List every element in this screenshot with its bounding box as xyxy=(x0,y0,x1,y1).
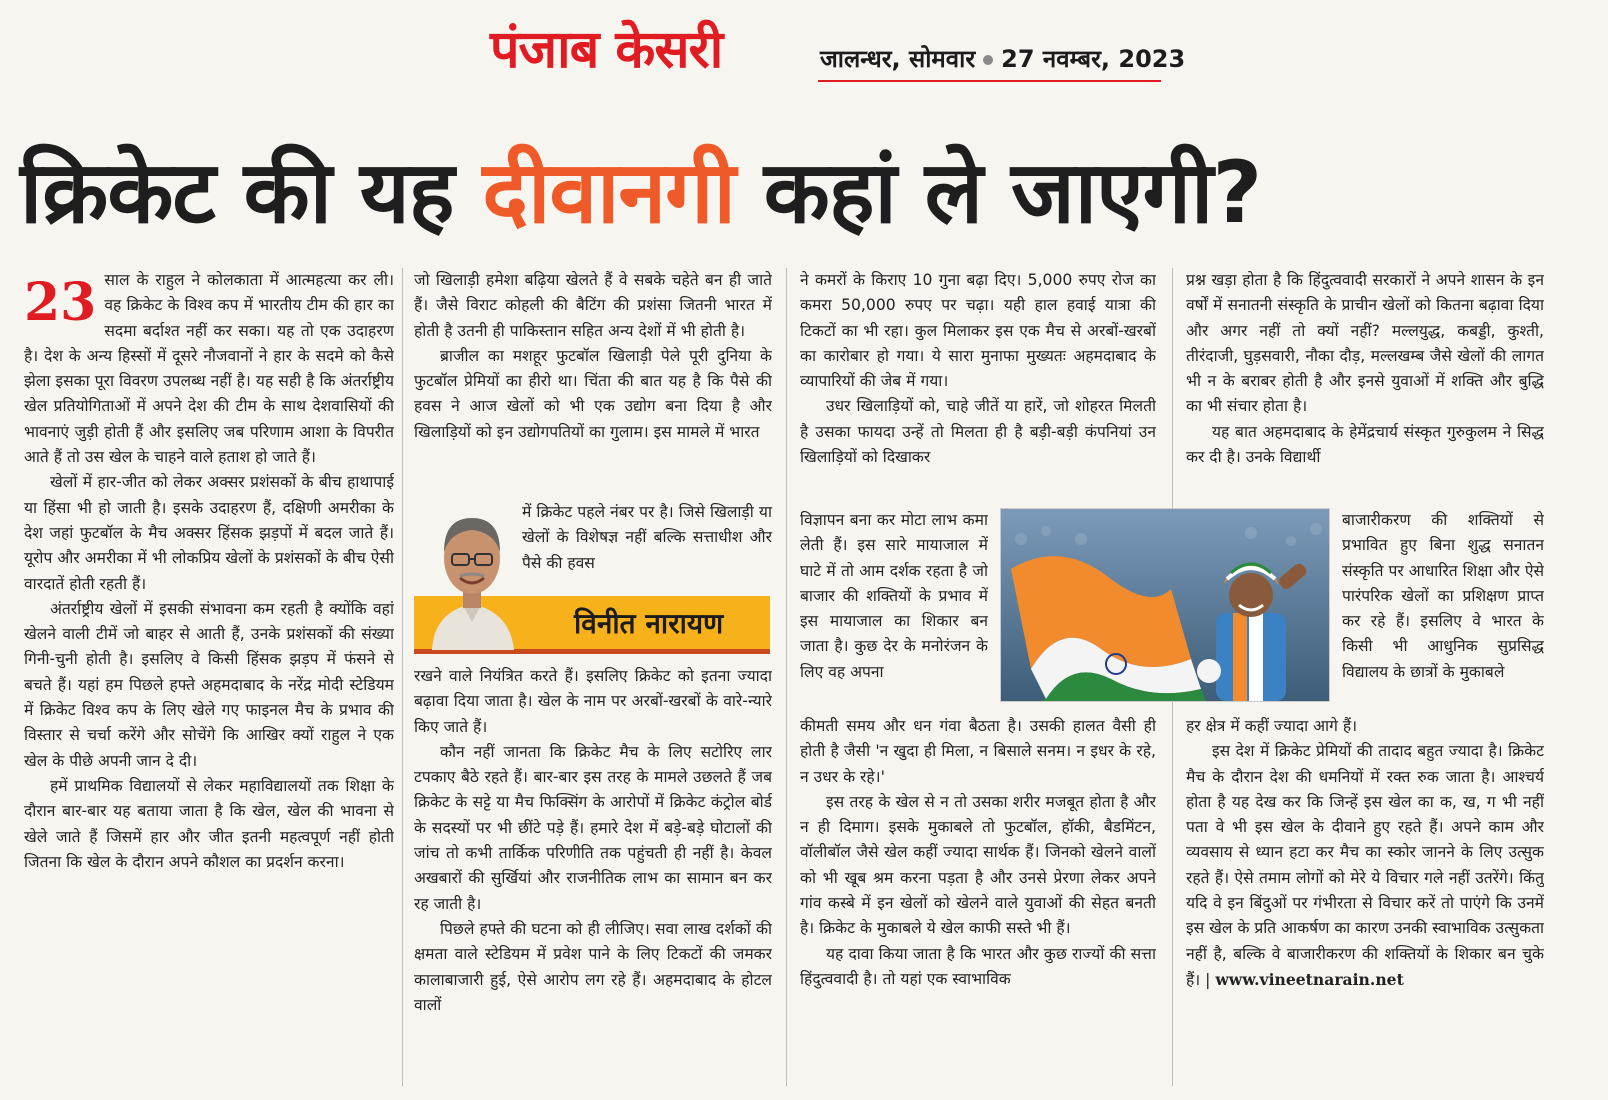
paragraph: यह दावा किया जाता है कि भारत और कुछ राज्यों की सत्ता हिंदुत्ववादी है। तो यहां एक स्वाभाविक xyxy=(800,944,1156,988)
headline-part2: कहां ले जाएगी? xyxy=(734,143,1262,243)
column-divider xyxy=(402,268,403,1086)
paragraph: इस तरह के खेल से न तो उसका शरीर मजबूत होता है और न ही दिमाग। इसके मुकाबले तो फुटबॉल, हॉकी, बैडमिंटन, वॉलीबॉल जैसे खेल कहीं ज्यादा सार्थक हैं। जिनको खेलने वालों को भी खूब श्रम करना पड़ता है और उनसे प्रेरणा लेकर अपने गांव कस्बे में इन खेलों को खेलने वाले युवाओं की सेहत बनती है। क्रिकेट के मुकाबले ये खेल काफी सस्ते भी हैं। xyxy=(800,792,1156,938)
author-box xyxy=(414,500,772,660)
author-name: विनीत नारायण xyxy=(574,607,724,640)
paragraph: अंतर्राष्ट्रीय खेलों में इसकी संभावना कम रहती है क्योंकि वहां खेलने वाली टीमें जो बाहर से आती हैं, उनके प्रशंसकों की संख्या गिनी-चुनी होती है। इसलिए वे किसी हिंसक झड़प में फंसने से बचते हैं। यहां हम पिछले हफ्ते अहमदाबाद के नरेंद्र मोदी स्टेडियम में क्रिकेट विश्व कप के लिए खेले गए फाइनल मैच के प्रभाव की विस्तार से चर्चा करेंगे और सोचेंगे कि आखिर क्यों राहुल ने एक खेल के पीछे अपनी जान दे दी। xyxy=(24,599,394,770)
headline-accent: दीवानगी xyxy=(482,143,735,243)
paragraph: में क्रिकेट पहले नंबर पर है। जिसे खिलाड़ी या खेलों के विशेषज्ञ नहीं बल्कि सत्ताधीश और पैसे की हवस xyxy=(522,503,772,572)
paragraph: हर क्षेत्र में कहीं ज्यादा आगे हैं। xyxy=(1186,717,1358,735)
paragraph: प्रश्न खड़ा होता है कि हिंदुत्ववादी सरकारों ने अपने शासन के इन वर्षों में सनातनी संस्कृति के प्राचीन खेलों को कितना बढ़ावा दिया और अगर नहीं तो क्यों नहीं? मल्लयुद्ध, कबड्डी, कुश्ती, तीरंदाजी, घुड़सवारी, नौका दौड़, मल्लखम्ब जैसे खेलों की लागत भी न के बराबर होती है और इनसे युवाओं में शक्ति और बुद्धि का भी संचार होता है। xyxy=(1186,271,1544,416)
paragraph: खेलों में हार-जीत को लेकर अक्सर प्रशंसकों के बीच हाथापाई या हिंसा भी हो जाती है। इसके उदाहरण हैं, दक्षिणी अमरीका के देश जहां फुटबॉल के मैच अक्सर हिंसक झड़पों में बदल जाते हैं। यूरोप और अमरीका में भी लोकप्रिय खेलों के प्रशंसकों के बीच ऐसी वारदातें होती रहती हैं। xyxy=(24,473,394,593)
article-column-2-top xyxy=(414,268,772,500)
article-column-3-top xyxy=(800,268,1156,500)
dropcap: 23 xyxy=(24,272,97,333)
masthead-rule xyxy=(818,80,1161,82)
paragraph: रखने वाले नियंत्रित करते हैं। इसलिए क्रिकेट को इतना ज्यादा बढ़ावा दिया जाता है। खेल के नाम पर अरबों-खरबों के वारे-न्यारे किए जाते हैं। xyxy=(414,667,772,736)
dateline xyxy=(820,42,1185,76)
paragraph: कौन नहीं जानता कि क्रिकेट मैच के लिए सटोरिए लार टपकाए बैठे रहते हैं। बार-बार इस तरह के मामले उछलते हैं जब क्रिकेट के सट्टे या मैच फिक्सिंग के आरोपों में क्रिकेट कंट्रोल बोर्ड के सदस्यों पर भी छींटे पड़े हैं। हमारे देश में बड़े-बड़े घोटालों की जांच तो कभी तार्किक परिणीति तक पहुंचती ही नहीं है। केवल अखबारों की सुर्खियां और राजनीतिक लाभ का सामान बन कर रह जाती है। xyxy=(414,742,772,913)
paragraph: पिछले हफ्ते की घटना को ही लीजिए। सवा लाख दर्शकों की क्षमता वाले स्टेडियम में प्रवेश पाने के लिए टिकटों की जमकर कालाबाजारी हुई, ऐसे आरोप लग रहे हैं। अहमदाबाद के होटल वालों xyxy=(414,919,772,1014)
author-website-link[interactable]: www.vineetnarain.net xyxy=(1215,969,1404,989)
paragraph: 23 साल के राहुल ने कोलकाता में आत्महत्या कर ली। वह क्रिकेट के विश्व कप में भारतीय टीम की हार का सदमा बर्दाश्त नहीं कर सका। यह तो एक उदाहरण है। देश के अन्य हिस्सों में दूसरे नौजवानों ने हार के सदमे को कैसे झेला इसका पूरा विवरण उपलब्ध नहीं है। यह सही है कि अंतर्राष्ट्रीय खेल प्रतियोगिताओं में अपने देश की टीम के साथ देशवासियों की भावनाएं जुड़ी होती हैं और इसलिए जब परिणाम आशा के विपरीत आते हैं तो उस खेल के चाहने वाले हताश हो जाते हैं। xyxy=(24,271,394,467)
headline-part1: क्रिकेट की यह xyxy=(20,143,483,243)
masthead xyxy=(490,18,1186,90)
paragraph: ब्राजील का मशहूर फुटबॉल खिलाड़ी पेले पूरी दुनिया के फुटबॉल प्रेमियों का हीरो था। चिंता की बात यह है कि पैसे की हवस ने आज खेलों को भी एक उद्योग बना दिया है और खिलाड़ियों को इन उद्योगपतियों का गुलाम। इस मामले में भारत xyxy=(414,346,772,441)
paragraph: बाजारीकरण की शक्तियों से प्रभावित हुए बिना शुद्ध सनातन संस्कृति पर आधारित शिक्षा और ऐसे पारंपरिक खेलों का प्रशिक्षण प्राप्त कर रहे हैं। इसलिए वे भारत के किसी भी आधुनिक सुप्रसिद्ध विद्यालय के छात्रों के मुकाबले xyxy=(1342,511,1544,681)
newspaper-logo: पंजाब केसरी xyxy=(490,20,723,80)
paragraph: ने कमरों के किराए 10 गुना बढ़ा दिए। 5,000 रुपए रोज का कमरा 50,000 रुपए पर चढ़ा। यही हाल हवाई यात्रा की टिकटों का भी रहा। कुल मिलाकर इस एक मैच से अरबों-खरबों का कारोबार हो गया। ये सारा मुनाफा मुख्यतः अहमदाबाद के व्यापारियों की जेब में गया। xyxy=(800,271,1156,391)
cricket-fan-photo xyxy=(1000,508,1330,702)
paragraph: जो खिलाड़ी हमेशा बढ़िया खेलते हैं वे सबके चहेते बन ही जाते हैं। जैसे विराट कोहली की बैटिंग की प्रशंसा जितनी भारत में होती है उतनी ही पाकिस्तान सहित अन्य देशों में भी होती है। xyxy=(414,271,772,340)
column-divider xyxy=(786,268,787,1086)
article-column-4-bottom xyxy=(1186,714,1544,1090)
article-column-4-top xyxy=(1186,268,1544,514)
paragraph: यह बात अहमदाबाद के हेमेंद्रचार्य संस्कृत गुरुकुलम ने सिद्ध कर दी है। उनके विद्यार्थी xyxy=(1186,422,1544,467)
paragraph: हमें प्राथमिक विद्यालयों से लेकर महाविद्यालयों तक शिक्षा के दौरान बार-बार यह बताया जाता है कि खेल, खेल की भावना से खेले जाते हैं जिसमें हार और जीत इतनी महत्वपूर्ण नहीं होती जितना कि खेल के दौरान अपने कौशल का प्रदर्शन करना। xyxy=(24,776,394,871)
issue-date: 27 नवम्बर, 2023 xyxy=(1001,45,1186,73)
paragraph: कीमती समय और धन गंवा बैठता है। उसकी हालत वैसी ही होती है जैसी 'न खुदा ही मिला, न बिसाले सनम। न इधर के रहे, न उधर के रहे।' xyxy=(800,717,1156,786)
article-column-3-wrap xyxy=(800,508,988,712)
bullet-icon xyxy=(983,55,993,65)
article-column-1 xyxy=(24,268,394,1090)
paragraph: इस देश में क्रिकेट प्रेमियों की तादाद बहुत ज्यादा है। क्रिकेट मैच के दौरान देश की धमनियों में रक्त रुक जाता है। आश्चर्य होता है यह देख कर कि जिन्हें इस खेल का क, ख, ग भी नहीं पता वे भी इस खेल के दीवाने हुए रहते हैं। अपने काम और व्यवसाय से ध्यान हटा कर मैच का स्कोर जानने के लिए उत्सुक रहते हैं। ऐसे तमाम लोगों को मेरे ये विचार गले नहीं उतरेंगे। किंतु यदि वे इन बिंदुओं पर गंभीरता से विचार करें तो पाएंगे कि उनमें इस खेल के प्रति आकर्षण का कारण उनकी स्वाभाविक उत्सुकता नहीं है, बल्कि वे बाजारीकरण की शक्तियों के शिकार बन चुके हैं। | www.vineetnarain.net xyxy=(1186,742,1544,989)
article-column-4-wrap xyxy=(1342,508,1544,712)
paragraph: विज्ञापन बना कर मोटा लाभ कमा लेती हैं। इस सारे मायाजाल में घाटे में तो आम दर्शक रहता है जो बाजार की शक्तियों के प्रभाव में इस मायाजाल का शिकार बन जाता है। कुछ देर के मनोरंजन के लिए वह अपना xyxy=(800,511,988,681)
author-photo xyxy=(422,500,522,650)
article-column-2-bottom xyxy=(414,664,772,1090)
headline xyxy=(20,128,1590,258)
paragraph: उधर खिलाड़ियों को, चाहे जीतें या हारें, जो शोहरत मिलती है उसका फायदा उन्हें तो मिलता ही है बड़ी-बड़ी कंपनियां उन खिलाड़ियों को दिखाकर xyxy=(800,397,1156,467)
article-column-3-bottom xyxy=(800,714,1156,1090)
place-day: जालन्धर, सोमवार xyxy=(820,45,976,73)
